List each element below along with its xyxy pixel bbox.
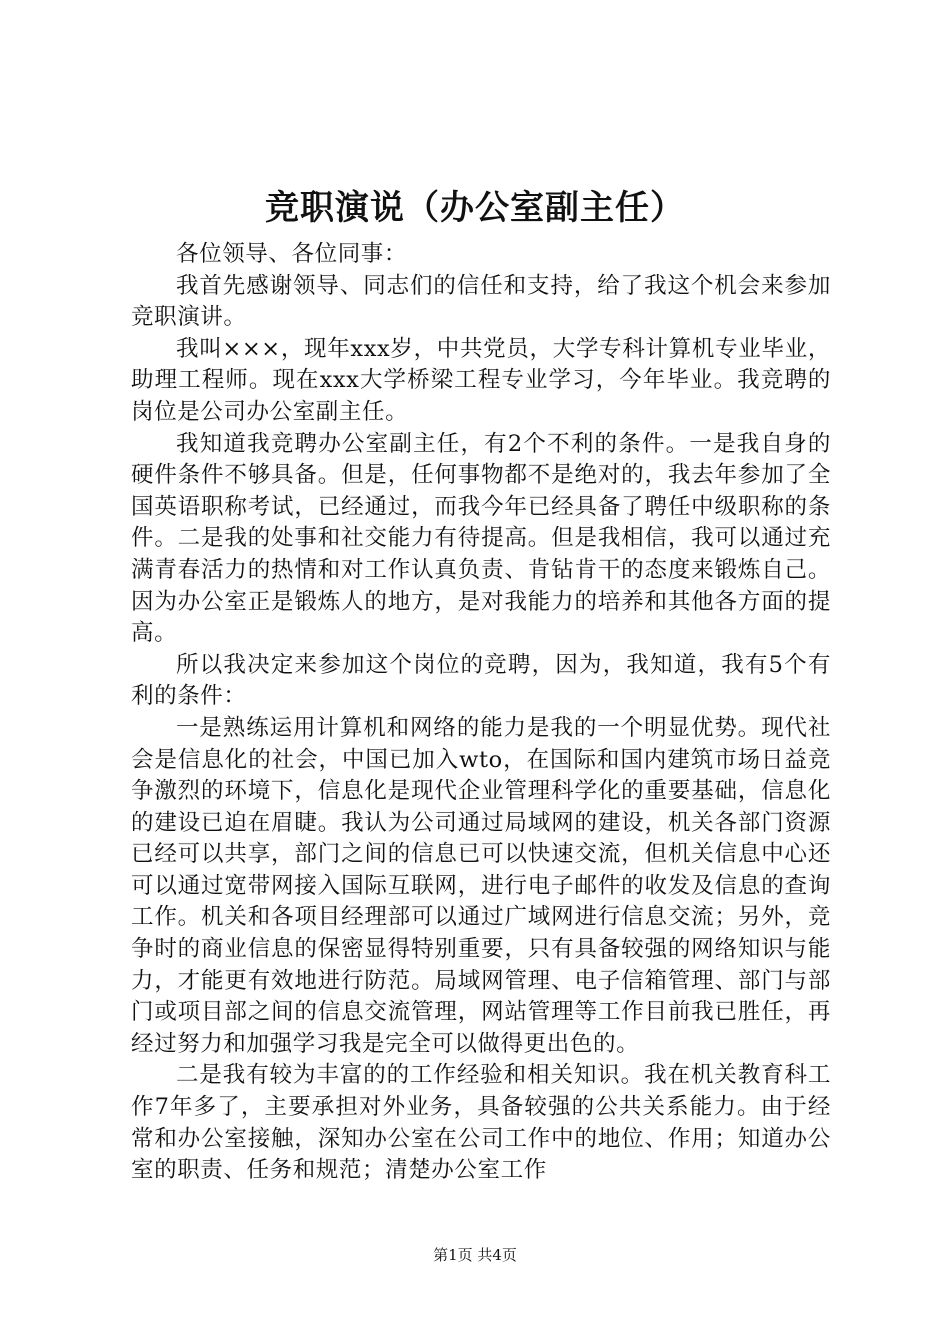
body-paragraph: 所以我决定来参加这个岗位的竞聘，因为，我知道，我有5个有利的条件： (131, 651, 831, 710)
body-paragraph: 一是熟练运用计算机和网络的能力是我的一个明显优势。现代社会是信息化的社会，中国已加入wto，在国际和国内建筑市场日益竞争激烈的环境下，信息化是现代企业管理科学化的重要基础，信息化的建设已迫在眉睫。我认为公司通过局域网的建设，机关各部门资源已经可以共享，部门之间的信息已可以快速交流，但机关信息中心还可以通过宽带网接入国际互联网，进行电子邮件的收发及信息的查询工作。机关和各项目经理部可以通过广域网进行信息交流；另外，竞争时的商业信息的保密显得特别重要，只有具备较强的网络知识与能力，才能更有效地进行防范。局域网管理、电子信箱管理、部门与部门或项目部之间的信息交流管理，网站管理等工作目前我已胜任，再经过努力和加强学习我是完全可以做得更出色的。 (131, 714, 831, 1057)
body-paragraph: 我知道我竞聘办公室副主任，有2个不利的条件。一是我自身的硬件条件不够具备。但是，任何事物都不是绝对的，我去年参加了全国英语职称考试，已经通过，而我今年已经具备了聘任中级职称的条件。二是我的处事和社交能力有待提高。但是我相信，我可以通过充满青春活力的热情和对工作认真负责、肯钻肯干的态度来锻炼自己。因为办公室正是锻炼人的地方，是对我能力的培养和其他各方面的提高。 (131, 430, 831, 647)
document-title: 竞职演说（办公室副主任） (265, 188, 685, 228)
document-body (131, 239, 831, 1187)
body-paragraph: 二是我有较为丰富的的工作经验和相关知识。我在机关教育科工作7年多了，主要承担对外业务，具备较强的公共关系能力。由于经常和办公室接触，深知办公室在公司工作中的地位、作用；知道办公室的职责、任务和规范；清楚办公室工作 (131, 1062, 831, 1184)
salutation-paragraph: 各位领导、各位同事： (176, 241, 408, 267)
body-paragraph: 我首先感谢领导、同志们的信任和支持，给了我这个机会来参加竞职演讲。 (131, 272, 831, 331)
body-paragraph: 我叫×××，现年xxx岁，中共党员，大学专科计算机专业毕业，助理工程师。现在xxx大学桥梁工程专业学习，今年毕业。我竞聘的岗位是公司办公室副主任。 (131, 335, 831, 425)
page-number-footer: 第1页 共4页 (433, 1246, 517, 1264)
